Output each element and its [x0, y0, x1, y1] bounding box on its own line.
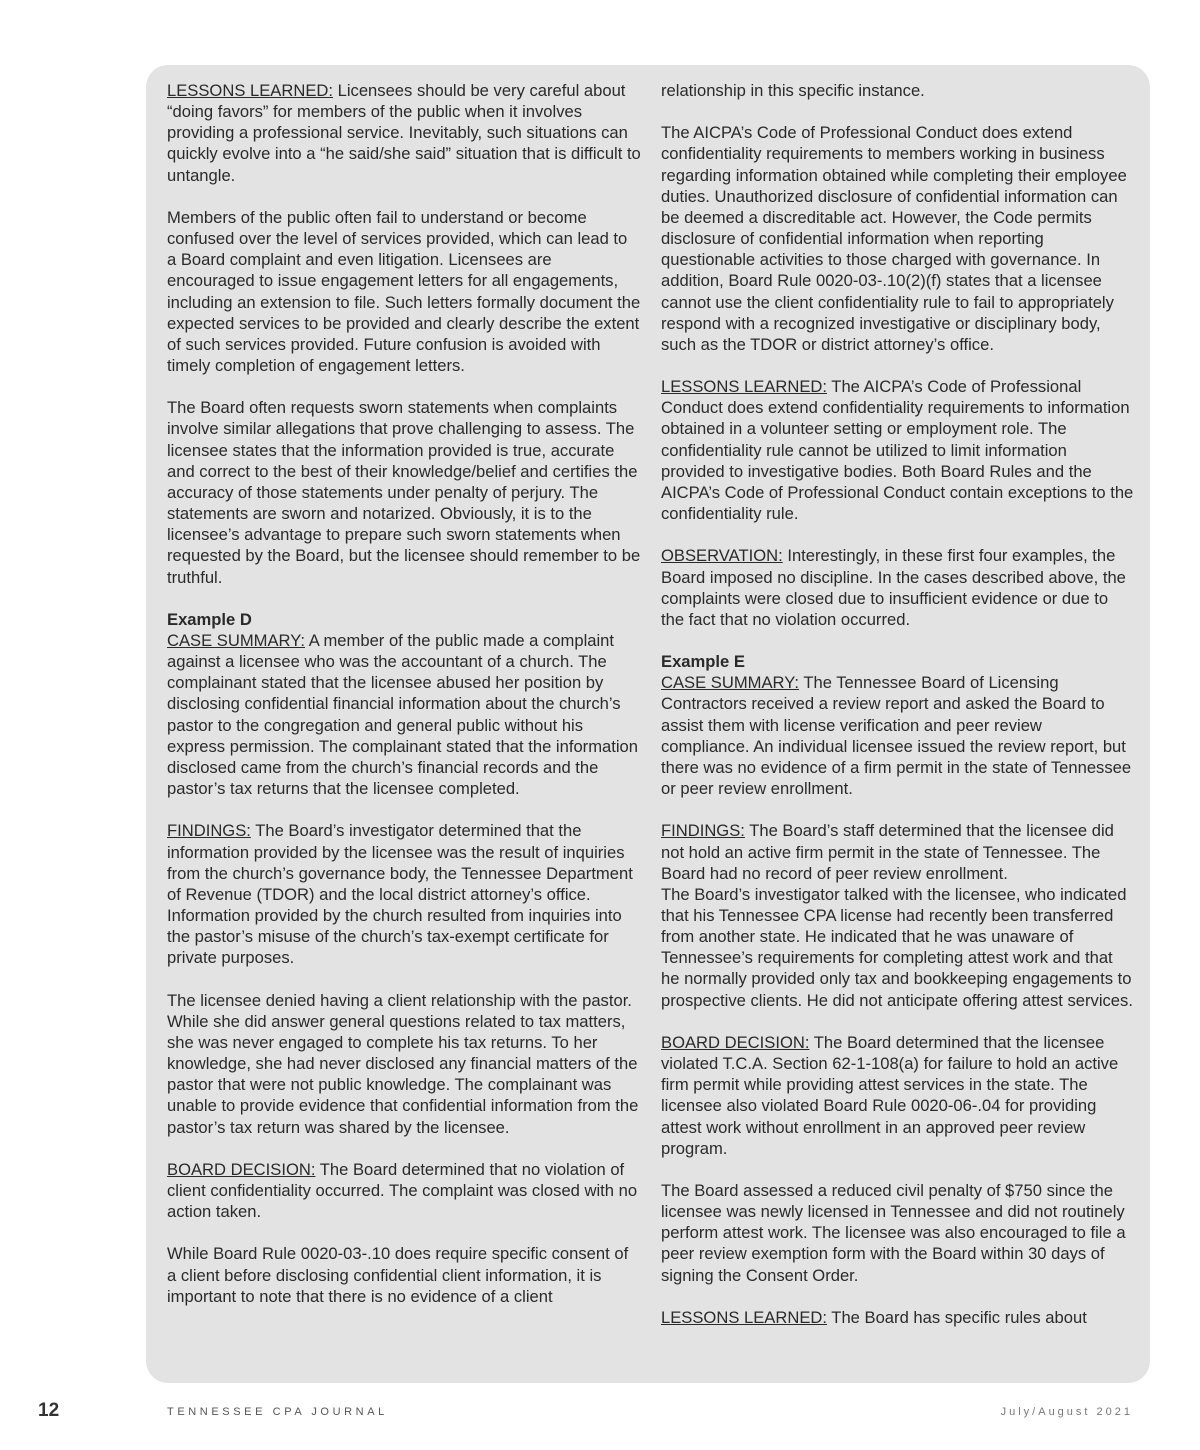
paragraph-text: Interestingly, in these first four examples, the Board imposed no discipline. In the cases described above, the complaints were closed due to insufficient evidence or due to the fact that no violation occurred.: [661, 546, 1126, 629]
observation-paragraph: [661, 545, 1135, 630]
example-heading: Example E: [661, 652, 745, 672]
licensee-denied-paragraph: The licensee denied having a client relationship with the pastor. While she did answer general questions related to tax matters, she was never engaged to complete his tax returns. To her knowledge, she had never disclosed any financial matters of the pastor that were not public knowledge. The complainant was unable to provide evidence that confidential information from the pastor’s tax return was shared by the licensee.: [167, 990, 639, 1137]
continued-paragraph: relationship in this specific instance.: [661, 81, 925, 100]
section-label: CASE SUMMARY:: [661, 673, 800, 693]
section-label: LESSONS LEARNED:: [167, 81, 333, 100]
section-label: FINDINGS:: [661, 821, 745, 841]
section-label: OBSERVATION:: [661, 546, 783, 566]
sworn-statements-paragraph: The Board often requests sworn statements when complaints involve similar allegations that prove challenging to assess. The licensee states that the information provided is true, accurate and correct to the best of their knowledge/belief and certifies the accuracy of those statements under penalty of perjury. The statements are sworn and notarized. Obviously, it is to the licensee’s advantage to prepare such sworn statements when requested by the Board, but the licensee should remember to be truthful.: [167, 398, 641, 587]
example-heading: Example D: [167, 609, 252, 629]
findings-paragraph: [167, 820, 641, 968]
example-d-case-summary: [167, 609, 641, 799]
page-number: 12: [38, 1400, 60, 1421]
board-decision-paragraph: [661, 1032, 1135, 1159]
lessons-learned-paragraph: [167, 80, 641, 186]
paragraph-text: The AICPA’s Code of Professional Conduct does extend confidentiality requirements to information obtained in a volunteer setting or employment role. The confidentiality rule cannot be utilized to limit information provided to investigative bodies. Both Board Rules and the AICPA’s Code of Professional Conduct contain exceptions to the confidentiality rule.: [661, 377, 1134, 524]
board-rule-paragraph: While Board Rule 0020-03-.10 does require specific consent of a client before disclosing confidential client information, it is important to note that there is no evidence of a client: [167, 1244, 629, 1306]
section-label: BOARD DECISION:: [167, 1159, 316, 1179]
paragraph-text: The Board’s investigator determined that the information provided by the licensee was the result of inquiries from the church’s governance body, the Tennessee Department of Revenue (TDOR) and the local district attorney’s office. Information provided by the church resulted from inquiries into the pastor’s misuse of the church’s tax-exempt certificate for private purposes.: [167, 821, 633, 968]
journal-name: TENNESSEE CPA JOURNAL: [167, 1406, 388, 1418]
section-label: BOARD DECISION:: [661, 1032, 810, 1052]
paragraph-text: The Board determined that no violation of client confidentiality occurred. The complaint was closed with no action taken.: [167, 1159, 638, 1222]
section-label: CASE SUMMARY:: [167, 631, 306, 651]
lessons-learned-paragraph: [661, 376, 1135, 524]
lessons-learned-final: [661, 1307, 1135, 1328]
paragraph-text: A member of the public made a complaint against a licensee who was the accountant of a church. The complainant stated that the licensee abused her position by disclosing confidential financial information about the church’s pastor to the congregation and general public without his express permission. The complainant stated that the information disclosed came from the church’s financial records and the pastor’s tax returns that the licensee completed.: [167, 631, 639, 799]
section-label: FINDINGS:: [167, 821, 251, 841]
paragraph-text: The Board’s staff determined that the licensee did not hold an active firm permit in the state of Tennessee. The Board had no record of peer review enrollment.: [661, 821, 1114, 883]
paragraph-text: Licensees should be very careful about “doing favors” for members of the public when it involves providing a professional service. Inevitably, such situations can quickly evolve into a “he said/she said” situation that is difficult to untangle.: [167, 81, 641, 185]
findings-paragraph: [661, 820, 1135, 883]
paragraph-text: The Tennessee Board of Licensing Contractors received a review report and asked the Board to assist them with license verification and peer review compliance. An individual licensee issued the review report, but there was no evidence of a firm permit in the state of Tennessee or peer review enrollment.: [661, 673, 1132, 799]
left-column: [167, 80, 641, 1307]
paragraph-text: The Board has specific rules about: [827, 1307, 1087, 1327]
issue-date: July/August 2021: [1000, 1406, 1133, 1418]
right-column: [661, 80, 1135, 1328]
engagement-letters-paragraph: Members of the public often fail to understand or become confused over the level of services provided, which can lead to a Board complaint and even litigation. Licensees are encouraged to issue engagement letters for all engagements, including an extension to file. Such letters formally document the expected services to be provided and clearly describe the extent of such services provided. Future confusion is avoided with timely completion of engagement letters.: [167, 207, 641, 376]
paragraph-text: The Board determined that the licensee violated T.C.A. Section 62-1-108(a) for failure to hold an active firm permit while providing attest services in the state. The licensee also violated Board Rule 0020-06-.04 for providing attest work without enrollment in an approved peer review program.: [661, 1032, 1119, 1158]
aicpa-code-paragraph: The AICPA’s Code of Professional Conduct does extend confidentiality requirements to members working in business regarding information obtained while completing their employee duties. Unauthorized disclosure of confidential information can be deemed a discreditable act. However, the Code permits disclosure of confidential information when reporting questionable activities to those charged with governance. In addition, Board Rule 0020-03-.10(2)(f) states that a licensee cannot use the client confidentiality rule to fail to appropriately respond with a recognized investigative or disciplinary body, such as the TDOR or district attorney’s office.: [661, 123, 1127, 354]
investigator-paragraph: The Board’s investigator talked with the licensee, who indicated that his Tennessee CPA license had recently been transferred from another state. He indicated that he was unaware of Tennessee’s requirements for completing attest work and that he normally provided only tax and bookkeeping engagements to prospective clients. He did not anticipate offering attest services.: [661, 884, 1133, 1010]
section-label: LESSONS LEARNED:: [661, 1307, 827, 1327]
board-decision-paragraph: [167, 1159, 641, 1222]
civil-penalty-paragraph: The Board assessed a reduced civil penalty of $750 since the licensee was newly licensed in Tennessee and did not routinely perform attest work. The licensee was also encouraged to file a peer review exemption form with the Board within 30 days of signing the Consent Order.: [661, 1181, 1126, 1285]
section-label: LESSONS LEARNED:: [661, 377, 827, 397]
example-e-case-summary: [661, 651, 1135, 799]
